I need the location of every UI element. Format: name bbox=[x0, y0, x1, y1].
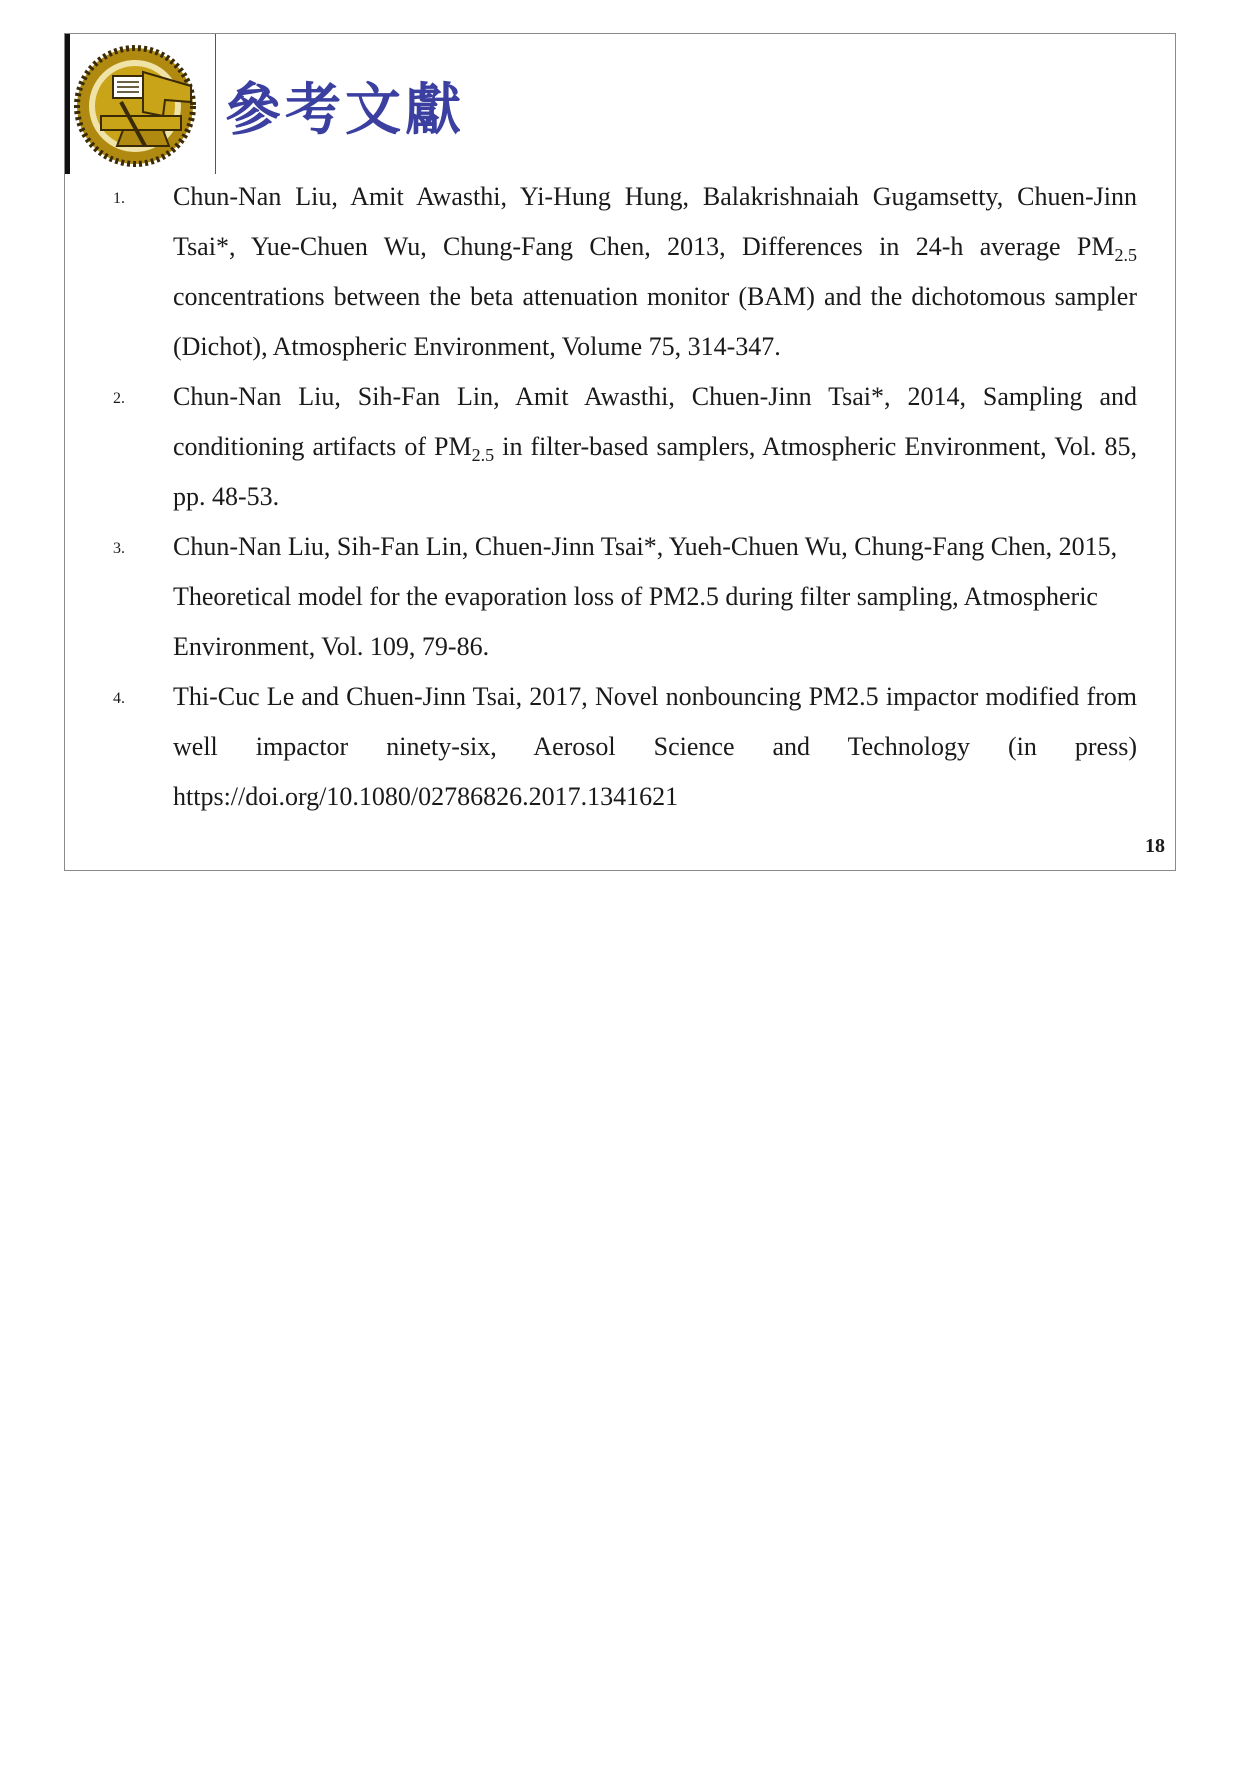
left-accent-bar bbox=[65, 34, 70, 174]
header-divider bbox=[215, 34, 216, 174]
subscript: 2.5 bbox=[1114, 245, 1137, 265]
reference-list bbox=[113, 172, 1137, 822]
reference-item-4 bbox=[113, 672, 1137, 822]
reference-text: Chun-Nan Liu, Amit Awasthi, Yi-Hung Hung, Balakrishnaiah Gugamsetty, Chuen-Jinn Tsai*, Yue-Chuen Wu, Chung-Fang Chen, 2013, Differences in 24-h average PM bbox=[173, 182, 1137, 261]
reference-item-1 bbox=[113, 172, 1137, 372]
reference-text: Chun-Nan Liu, Sih-Fan Lin, Chuen-Jinn Tsai*, Yueh-Chuen Wu, Chung-Fang Chen, 2015, Theoretical model for the evaporation loss of PM2.5 during filter sampling, Atmospheric Environment, Vol. 109, 79-86. bbox=[173, 532, 1118, 661]
reference-text-cont: concentrations between the beta attenuation monitor (BAM) and the dichotomous sampler (Dichot), Atmospheric Environment, Volume 75, 314-347. bbox=[173, 282, 1137, 361]
emblem-graphic bbox=[73, 42, 213, 170]
reference-item-2 bbox=[113, 372, 1137, 522]
reference-text: Thi-Cuc Le and Chuen-Jinn Tsai, 2017, Novel nonbouncing PM2.5 impactor modified from well impactor ninety-six, Aerosol Science and Technology (in press) https://doi.org/10.1080/02786826.2017.1341621 bbox=[173, 682, 1137, 811]
university-emblem-logo bbox=[73, 42, 213, 170]
reference-number: 2. bbox=[113, 390, 125, 407]
slide bbox=[64, 33, 1176, 871]
slide-title: 參考文獻 bbox=[225, 77, 465, 143]
emblem-base bbox=[101, 116, 181, 130]
reference-item-3 bbox=[113, 522, 1137, 672]
page-number: 18 bbox=[1145, 835, 1165, 857]
subscript: 2.5 bbox=[471, 445, 495, 465]
reference-text: Chun-Nan Liu, Sih-Fan Lin, Amit Awasthi, Chuen-Jinn Tsai*, 2014, Sampling and conditioning artifacts of PM bbox=[173, 382, 1137, 461]
reference-number: 1. bbox=[113, 190, 125, 207]
reference-number: 4. bbox=[113, 690, 125, 707]
reference-text-cont: in filter-based samplers, Atmospheric Environment, Vol. 85, pp. 48-53. bbox=[173, 432, 1137, 511]
reference-number: 3. bbox=[113, 540, 125, 557]
